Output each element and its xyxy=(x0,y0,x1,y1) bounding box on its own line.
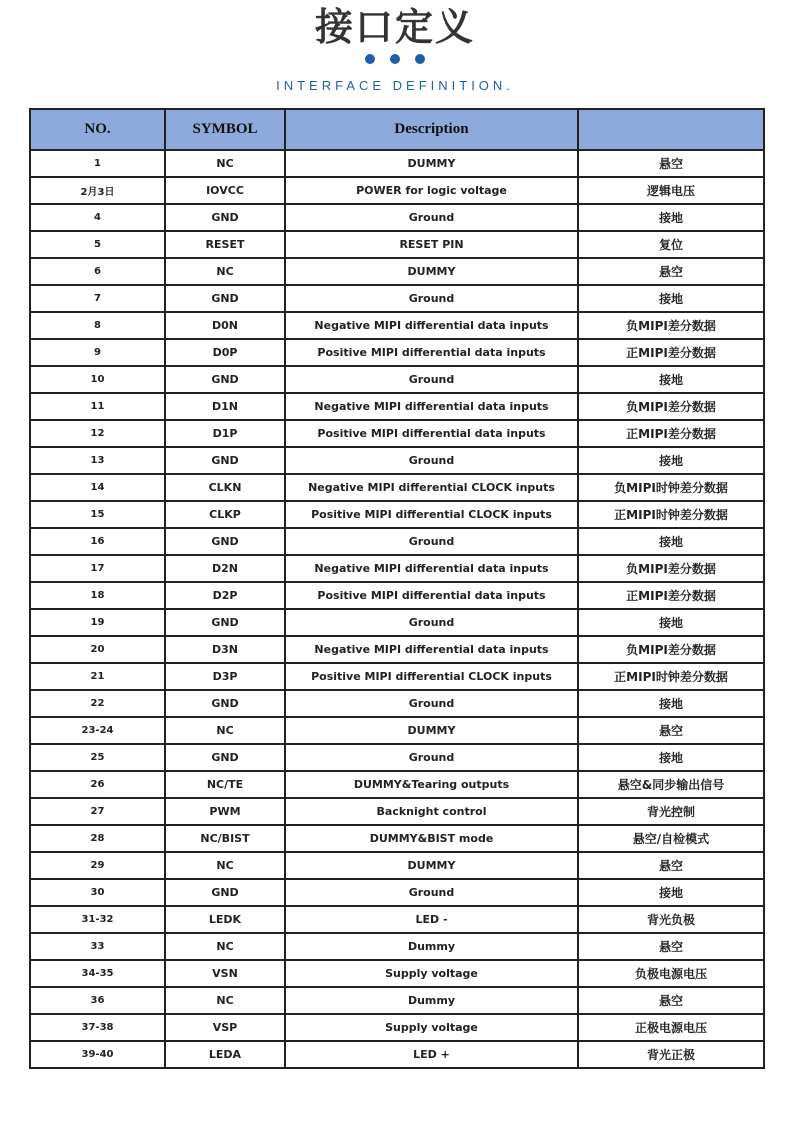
table-row xyxy=(30,987,764,1014)
table-row xyxy=(30,312,764,339)
pin-number: 8 xyxy=(30,312,165,339)
pin-number: 21 xyxy=(30,663,165,690)
pin-symbol: D1N xyxy=(165,393,285,420)
table-row xyxy=(30,663,764,690)
pin-number: 25 xyxy=(30,744,165,771)
pin-number: 13 xyxy=(30,447,165,474)
pin-description: Ground xyxy=(285,285,578,312)
table-row xyxy=(30,231,764,258)
pin-symbol: D3N xyxy=(165,636,285,663)
pin-symbol: NC/TE xyxy=(165,771,285,798)
pin-number: 22 xyxy=(30,690,165,717)
pin-symbol: GND xyxy=(165,528,285,555)
pin-number: 31-32 xyxy=(30,906,165,933)
pin-description-cn: 悬空 xyxy=(578,852,764,879)
pin-description-cn: 悬空 xyxy=(578,933,764,960)
pin-symbol: GND xyxy=(165,204,285,231)
pin-symbol: CLKN xyxy=(165,474,285,501)
pin-description-cn: 接地 xyxy=(578,879,764,906)
pin-description-cn: 负极电源电压 xyxy=(578,960,764,987)
table-row xyxy=(30,825,764,852)
pin-number: 17 xyxy=(30,555,165,582)
pin-description-cn: 背光控制 xyxy=(578,798,764,825)
pin-number: 16 xyxy=(30,528,165,555)
pin-description-cn: 正MIPI差分数据 xyxy=(578,420,764,447)
table-row xyxy=(30,258,764,285)
pin-description: Supply voltage xyxy=(285,960,578,987)
pin-description-cn: 悬空/自检模式 xyxy=(578,825,764,852)
table-row xyxy=(30,798,764,825)
pin-description: Negative MIPI differential data inputs xyxy=(285,555,578,582)
pin-symbol: GND xyxy=(165,879,285,906)
table-row xyxy=(30,528,764,555)
pin-description-cn: 正MIPI差分数据 xyxy=(578,339,764,366)
pin-symbol: VSN xyxy=(165,960,285,987)
pin-description: Backnight control xyxy=(285,798,578,825)
pin-symbol: GND xyxy=(165,690,285,717)
pin-number: 5 xyxy=(30,231,165,258)
pin-description-cn: 正MIPI时钟差分数据 xyxy=(578,501,764,528)
pin-description-cn: 负MIPI差分数据 xyxy=(578,636,764,663)
pin-number: 18 xyxy=(30,582,165,609)
pin-number: 39-40 xyxy=(30,1041,165,1068)
pin-description-cn: 接地 xyxy=(578,285,764,312)
pin-symbol: NC xyxy=(165,933,285,960)
pin-number: 11 xyxy=(30,393,165,420)
table-row xyxy=(30,339,764,366)
pin-number: 2月3日 xyxy=(30,177,165,204)
pin-description-cn: 接地 xyxy=(578,690,764,717)
table-row xyxy=(30,150,764,177)
pin-number: 28 xyxy=(30,825,165,852)
pin-number: 19 xyxy=(30,609,165,636)
pin-number: 33 xyxy=(30,933,165,960)
pin-number: 36 xyxy=(30,987,165,1014)
pin-description-cn: 正MIPI差分数据 xyxy=(578,582,764,609)
pin-description: Ground xyxy=(285,204,578,231)
pin-description: Ground xyxy=(285,447,578,474)
pin-description: Ground xyxy=(285,528,578,555)
interface-table xyxy=(29,108,765,1069)
table-row xyxy=(30,1014,764,1041)
pin-number: 23-24 xyxy=(30,717,165,744)
table-row xyxy=(30,771,764,798)
column-header-symbol: SYMBOL xyxy=(165,109,285,150)
pin-symbol: LEDK xyxy=(165,906,285,933)
pin-symbol: LEDA xyxy=(165,1041,285,1068)
pin-symbol: D0P xyxy=(165,339,285,366)
pin-number: 30 xyxy=(30,879,165,906)
column-header-description: Description xyxy=(285,109,578,150)
pin-symbol: NC xyxy=(165,987,285,1014)
page-subtitle: INTERFACE DEFINITION. xyxy=(276,78,514,93)
pin-number: 15 xyxy=(30,501,165,528)
table-header-row xyxy=(30,109,764,150)
table-row xyxy=(30,906,764,933)
pin-description-cn: 逻辑电压 xyxy=(578,177,764,204)
pin-symbol: D3P xyxy=(165,663,285,690)
pin-number: 12 xyxy=(30,420,165,447)
table-row xyxy=(30,285,764,312)
pin-description: Dummy xyxy=(285,987,578,1014)
pin-symbol: D2P xyxy=(165,582,285,609)
table-row xyxy=(30,609,764,636)
pin-number: 34-35 xyxy=(30,960,165,987)
table-body xyxy=(30,150,764,1068)
pin-symbol: VSP xyxy=(165,1014,285,1041)
table-row xyxy=(30,393,764,420)
pin-symbol: PWM xyxy=(165,798,285,825)
page-header xyxy=(0,0,790,100)
pin-description-cn: 背光负极 xyxy=(578,906,764,933)
pin-description: DUMMY xyxy=(285,852,578,879)
pin-description-cn: 复位 xyxy=(578,231,764,258)
table-row xyxy=(30,960,764,987)
table-row xyxy=(30,744,764,771)
table-row xyxy=(30,582,764,609)
dot-icon xyxy=(415,54,425,64)
pin-number: 37-38 xyxy=(30,1014,165,1041)
pin-description: Positive MIPI differential CLOCK inputs xyxy=(285,501,578,528)
pin-description-cn: 接地 xyxy=(578,447,764,474)
pin-description-cn: 接地 xyxy=(578,204,764,231)
pin-description-cn: 背光正极 xyxy=(578,1041,764,1068)
pin-description: Ground xyxy=(285,690,578,717)
pin-symbol: NC xyxy=(165,717,285,744)
pin-number: 7 xyxy=(30,285,165,312)
table-row xyxy=(30,501,764,528)
pin-description-cn: 正极电源电压 xyxy=(578,1014,764,1041)
pin-description: DUMMY xyxy=(285,717,578,744)
table-row xyxy=(30,933,764,960)
pin-description: Positive MIPI differential data inputs xyxy=(285,582,578,609)
pin-symbol: GND xyxy=(165,609,285,636)
pin-symbol: GND xyxy=(165,366,285,393)
pin-description-cn: 负MIPI差分数据 xyxy=(578,555,764,582)
pin-number: 6 xyxy=(30,258,165,285)
pin-description: LED - xyxy=(285,906,578,933)
pin-description-cn: 接地 xyxy=(578,744,764,771)
pin-symbol: RESET xyxy=(165,231,285,258)
pin-description: Ground xyxy=(285,744,578,771)
pin-description: Negative MIPI differential data inputs xyxy=(285,636,578,663)
pin-description-cn: 负MIPI差分数据 xyxy=(578,312,764,339)
dot-icon xyxy=(390,54,400,64)
pin-symbol: NC xyxy=(165,258,285,285)
pin-description-cn: 悬空&同步输出信号 xyxy=(578,771,764,798)
pin-symbol: D1P xyxy=(165,420,285,447)
pin-description-cn: 接地 xyxy=(578,528,764,555)
pin-number: 10 xyxy=(30,366,165,393)
table-row xyxy=(30,690,764,717)
table-row xyxy=(30,717,764,744)
table-row xyxy=(30,447,764,474)
table-row xyxy=(30,852,764,879)
pin-symbol: IOVCC xyxy=(165,177,285,204)
pin-description: DUMMY&Tearing outputs xyxy=(285,771,578,798)
pin-description: DUMMY&BIST mode xyxy=(285,825,578,852)
pin-number: 9 xyxy=(30,339,165,366)
table-row xyxy=(30,1041,764,1068)
dot-icon xyxy=(365,54,375,64)
pin-symbol: CLKP xyxy=(165,501,285,528)
pin-description: DUMMY xyxy=(285,258,578,285)
table-row xyxy=(30,420,764,447)
pin-description: Supply voltage xyxy=(285,1014,578,1041)
pin-symbol: NC/BIST xyxy=(165,825,285,852)
table-row xyxy=(30,636,764,663)
pin-description: POWER for logic voltage xyxy=(285,177,578,204)
pin-description-cn: 悬空 xyxy=(578,150,764,177)
pin-number: 14 xyxy=(30,474,165,501)
table-row xyxy=(30,177,764,204)
pin-symbol: GND xyxy=(165,447,285,474)
pin-symbol: GND xyxy=(165,285,285,312)
pin-description-cn: 接地 xyxy=(578,609,764,636)
pin-description-cn: 负MIPI差分数据 xyxy=(578,393,764,420)
pin-number: 29 xyxy=(30,852,165,879)
pin-description: Negative MIPI differential data inputs xyxy=(285,393,578,420)
pin-description-cn: 悬空 xyxy=(578,258,764,285)
decorative-dots xyxy=(0,54,790,66)
pin-symbol: D0N xyxy=(165,312,285,339)
pin-number: 20 xyxy=(30,636,165,663)
pin-symbol: NC xyxy=(165,150,285,177)
pin-description: Negative MIPI differential data inputs xyxy=(285,312,578,339)
pin-description-cn: 悬空 xyxy=(578,987,764,1014)
pin-description-cn: 接地 xyxy=(578,366,764,393)
pin-description: Positive MIPI differential data inputs xyxy=(285,420,578,447)
table-row xyxy=(30,474,764,501)
table-row xyxy=(30,879,764,906)
pin-description: Ground xyxy=(285,366,578,393)
pin-symbol: D2N xyxy=(165,555,285,582)
pin-description-cn: 正MIPI时钟差分数据 xyxy=(578,663,764,690)
column-header-no: NO. xyxy=(30,109,165,150)
pin-description: DUMMY xyxy=(285,150,578,177)
pin-description: RESET PIN xyxy=(285,231,578,258)
pin-description: Positive MIPI differential CLOCK inputs xyxy=(285,663,578,690)
table-row xyxy=(30,366,764,393)
pin-description: Dummy xyxy=(285,933,578,960)
page-title: 接口定义 xyxy=(314,5,475,49)
pin-number: 1 xyxy=(30,150,165,177)
pin-symbol: GND xyxy=(165,744,285,771)
pin-number: 27 xyxy=(30,798,165,825)
pin-description-cn: 负MIPI时钟差分数据 xyxy=(578,474,764,501)
table-row xyxy=(30,204,764,231)
pin-description: Positive MIPI differential data inputs xyxy=(285,339,578,366)
pin-number: 4 xyxy=(30,204,165,231)
pin-description-cn: 悬空 xyxy=(578,717,764,744)
pin-number: 26 xyxy=(30,771,165,798)
pin-description: Ground xyxy=(285,879,578,906)
pin-description: Negative MIPI differential CLOCK inputs xyxy=(285,474,578,501)
pin-description: LED + xyxy=(285,1041,578,1068)
pin-description: Ground xyxy=(285,609,578,636)
column-header-chinese xyxy=(578,109,764,150)
table-row xyxy=(30,555,764,582)
pin-symbol: NC xyxy=(165,852,285,879)
